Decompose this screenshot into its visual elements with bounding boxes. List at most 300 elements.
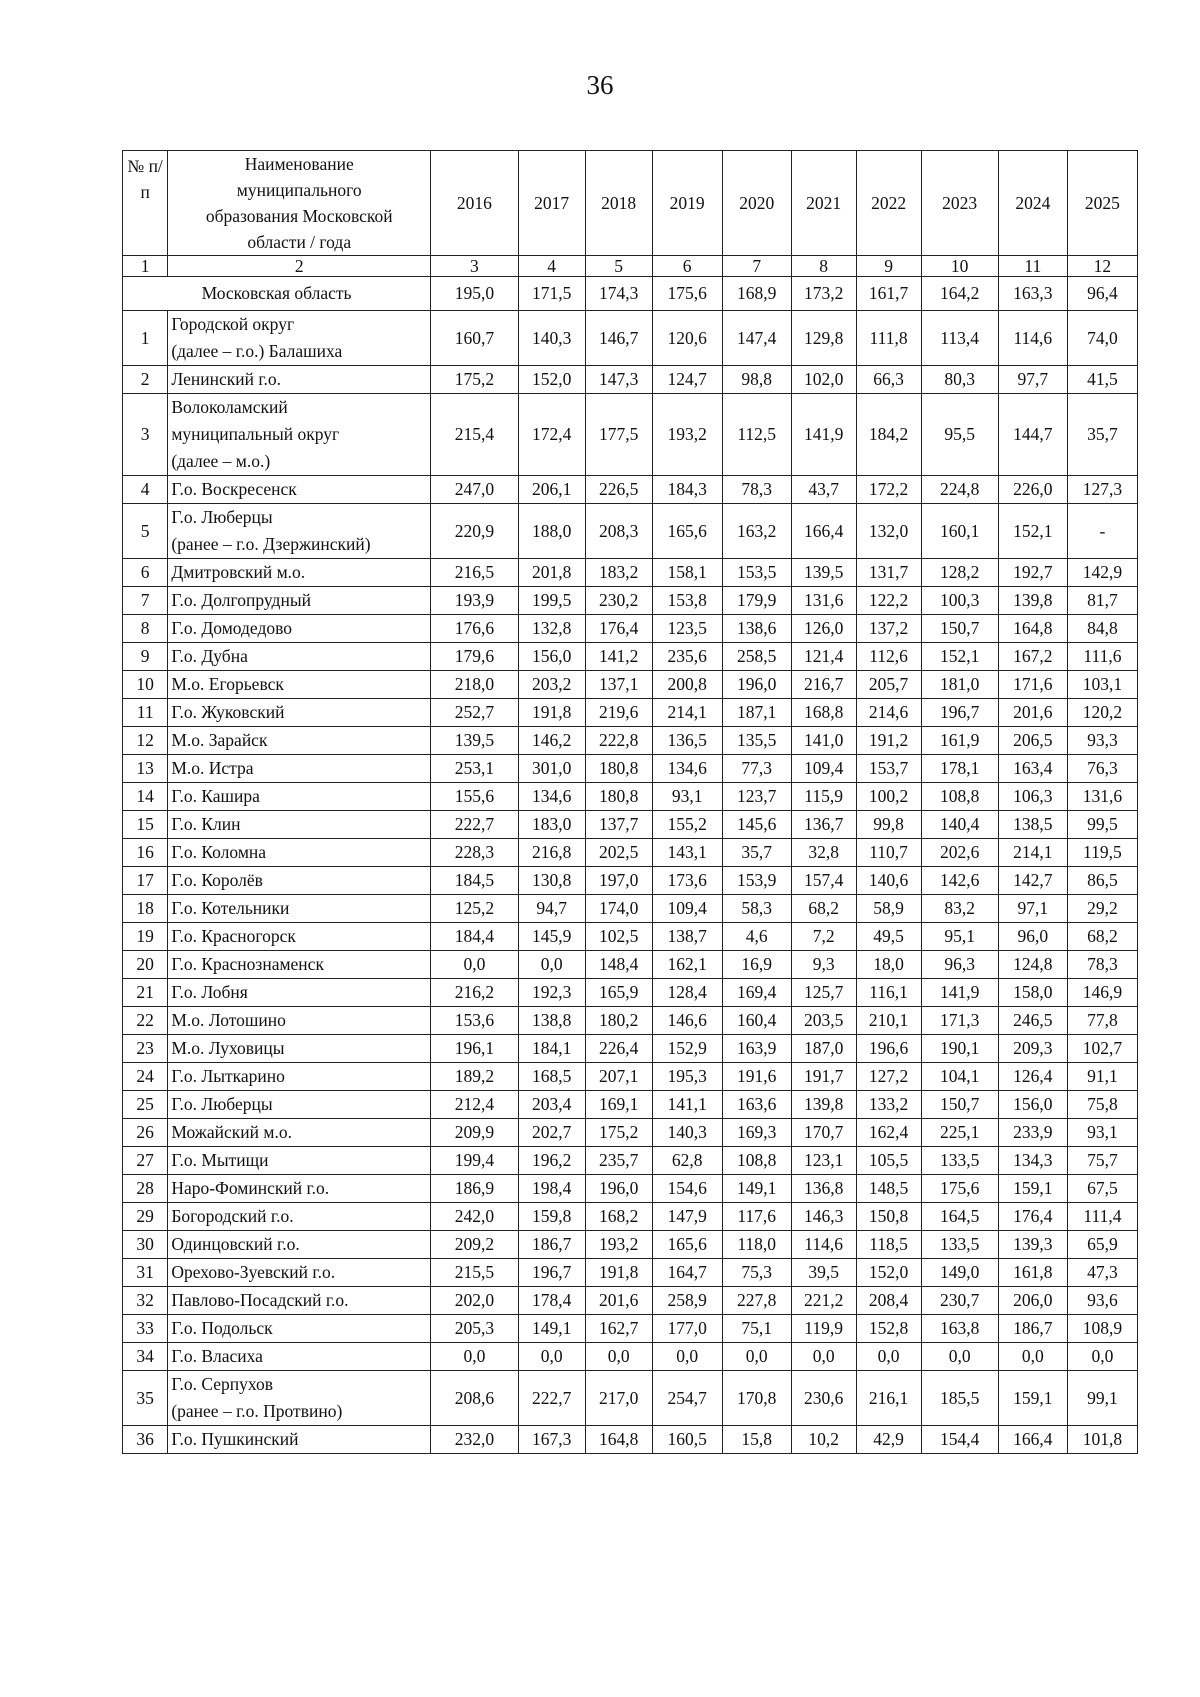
value-cell: 206,5: [998, 727, 1067, 755]
value-cell: 4,6: [722, 923, 791, 951]
value-cell: 155,2: [652, 811, 722, 839]
row-number: 10: [123, 671, 168, 699]
header-year: 2017: [518, 151, 585, 256]
value-cell: 105,5: [856, 1147, 921, 1175]
municipality-name: [168, 1203, 431, 1231]
municipality-name: [168, 366, 431, 394]
value-cell: 132,0: [856, 504, 921, 559]
value-cell: 202,7: [518, 1119, 585, 1147]
header-year: 2023: [921, 151, 998, 256]
page-number: 36: [586, 70, 614, 100]
value-cell: 186,7: [998, 1315, 1067, 1343]
value-cell: 115,9: [791, 783, 856, 811]
value-cell: 196,7: [921, 699, 998, 727]
value-cell: 68,2: [1067, 923, 1137, 951]
value-cell: 111,4: [1067, 1203, 1137, 1231]
municipality-name: [168, 895, 431, 923]
municipality-name-line: Г.о. Дубна: [171, 646, 248, 666]
value-cell: 102,0: [791, 366, 856, 394]
municipality-name-line: Г.о. Лобня: [171, 982, 248, 1002]
value-cell: 95,5: [921, 394, 998, 476]
row-number: 17: [123, 867, 168, 895]
value-cell: 301,0: [518, 755, 585, 783]
value-cell: 201,6: [585, 1287, 652, 1315]
row-number: 33: [123, 1315, 168, 1343]
value-cell: 75,8: [1067, 1091, 1137, 1119]
row-number: 2: [123, 366, 168, 394]
value-cell: 222,7: [431, 811, 519, 839]
value-cell: 149,1: [722, 1175, 791, 1203]
value-cell: 162,4: [856, 1119, 921, 1147]
value-cell: 119,9: [791, 1315, 856, 1343]
value-cell: 121,4: [791, 643, 856, 671]
value-cell: 163,2: [722, 504, 791, 559]
value-cell: 134,6: [652, 755, 722, 783]
value-cell: 258,9: [652, 1287, 722, 1315]
value-cell: 216,1: [856, 1371, 921, 1426]
value-cell: 160,5: [652, 1426, 722, 1454]
value-cell: 120,6: [652, 311, 722, 366]
value-cell: 35,7: [722, 839, 791, 867]
value-cell: 93,1: [652, 783, 722, 811]
value-cell: 186,9: [431, 1175, 519, 1203]
value-cell: 157,4: [791, 867, 856, 895]
table-row: [123, 755, 1138, 783]
value-cell: 174,0: [585, 895, 652, 923]
value-cell: 0,0: [431, 951, 519, 979]
value-cell: 203,5: [791, 1007, 856, 1035]
municipality-name-line: Г.о. Подольск: [171, 1318, 273, 1338]
value-cell: 133,5: [921, 1231, 998, 1259]
row-number: 21: [123, 979, 168, 1007]
value-cell: 65,9: [1067, 1231, 1137, 1259]
value-cell: 147,4: [722, 311, 791, 366]
value-cell: 96,0: [998, 923, 1067, 951]
value-cell: 99,5: [1067, 811, 1137, 839]
value-cell: 77,8: [1067, 1007, 1137, 1035]
value-cell: 180,2: [585, 1007, 652, 1035]
municipality-name: [168, 1007, 431, 1035]
municipality-name: [168, 615, 431, 643]
value-cell: 172,2: [856, 476, 921, 504]
value-cell: 216,2: [431, 979, 519, 1007]
value-cell: 190,1: [921, 1035, 998, 1063]
value-cell: 191,8: [585, 1259, 652, 1287]
value-cell: 39,5: [791, 1259, 856, 1287]
table-row: [123, 951, 1138, 979]
value-cell: 18,0: [856, 951, 921, 979]
value-cell: 209,3: [998, 1035, 1067, 1063]
value-cell: 160,1: [921, 504, 998, 559]
value-cell: 144,7: [998, 394, 1067, 476]
value-cell: 93,6: [1067, 1287, 1137, 1315]
municipality-name-line: Г.о. Жуковский: [171, 702, 285, 722]
row-number: 6: [123, 559, 168, 587]
value-cell: 184,3: [652, 476, 722, 504]
table-row: [123, 1063, 1138, 1091]
municipality-name-line: Г.о. Серпухов: [171, 1374, 273, 1394]
value-cell: 158,1: [652, 559, 722, 587]
row-number: 18: [123, 895, 168, 923]
table-row: [123, 1119, 1138, 1147]
value-cell: 226,4: [585, 1035, 652, 1063]
value-cell: 136,5: [652, 727, 722, 755]
value-cell: 98,8: [722, 366, 791, 394]
table-row: [123, 923, 1138, 951]
value-cell: 0,0: [585, 1343, 652, 1371]
region-value: 195,0: [431, 277, 519, 311]
value-cell: 103,1: [1067, 671, 1137, 699]
value-cell: 196,0: [722, 671, 791, 699]
value-cell: 258,5: [722, 643, 791, 671]
row-number: 12: [123, 727, 168, 755]
value-cell: 137,2: [856, 615, 921, 643]
value-cell: 108,8: [722, 1147, 791, 1175]
municipality-name-line: Г.о. Лыткарино: [171, 1066, 285, 1086]
value-cell: 155,6: [431, 783, 519, 811]
municipality-name: [168, 1091, 431, 1119]
header-year: 2025: [1067, 151, 1137, 256]
value-cell: 164,8: [585, 1426, 652, 1454]
value-cell: 163,6: [722, 1091, 791, 1119]
value-cell: 125,2: [431, 895, 519, 923]
value-cell: 203,4: [518, 1091, 585, 1119]
table-row: [123, 1203, 1138, 1231]
row-number: 14: [123, 783, 168, 811]
value-cell: 108,9: [1067, 1315, 1137, 1343]
value-cell: 206,0: [998, 1287, 1067, 1315]
municipality-name-line: Г.о. Домодедово: [171, 618, 293, 638]
table-row: [123, 1147, 1138, 1175]
value-cell: 127,3: [1067, 476, 1137, 504]
value-cell: 0,0: [722, 1343, 791, 1371]
value-cell: 102,5: [585, 923, 652, 951]
column-index: 3: [431, 256, 519, 277]
value-cell: 221,2: [791, 1287, 856, 1315]
table-row: [123, 867, 1138, 895]
value-cell: 141,9: [921, 979, 998, 1007]
value-cell: 159,1: [998, 1371, 1067, 1426]
table-row: [123, 394, 1138, 476]
municipality-name: [168, 867, 431, 895]
row-number: 11: [123, 699, 168, 727]
value-cell: 206,1: [518, 476, 585, 504]
value-cell: 165,9: [585, 979, 652, 1007]
municipality-name-line: Волоколамский: [171, 397, 288, 417]
column-index: 11: [998, 256, 1067, 277]
value-cell: 176,4: [585, 615, 652, 643]
value-cell: 225,1: [921, 1119, 998, 1147]
value-cell: 152,0: [518, 366, 585, 394]
value-cell: 188,0: [518, 504, 585, 559]
value-cell: 128,2: [921, 559, 998, 587]
table-row: [123, 1287, 1138, 1315]
municipality-name: [168, 699, 431, 727]
value-cell: 131,7: [856, 559, 921, 587]
row-number: 19: [123, 923, 168, 951]
value-cell: 123,1: [791, 1147, 856, 1175]
value-cell: 200,8: [652, 671, 722, 699]
municipality-name-line: Ленинский г.о.: [171, 369, 282, 389]
column-index: 10: [921, 256, 998, 277]
value-cell: 112,6: [856, 643, 921, 671]
municipality-name: [168, 643, 431, 671]
value-cell: 217,0: [585, 1371, 652, 1426]
value-cell: 140,3: [518, 311, 585, 366]
value-cell: 102,7: [1067, 1035, 1137, 1063]
value-cell: 176,6: [431, 615, 519, 643]
municipality-name: [168, 839, 431, 867]
value-cell: 119,5: [1067, 839, 1137, 867]
header-year: 2016: [431, 151, 519, 256]
value-cell: 173,6: [652, 867, 722, 895]
municipality-name-line: Г.о. Люберцы: [171, 1094, 273, 1114]
region-value: 96,4: [1067, 277, 1137, 311]
value-cell: 123,5: [652, 615, 722, 643]
value-cell: 164,7: [652, 1259, 722, 1287]
table-row: [123, 476, 1138, 504]
value-cell: 162,1: [652, 951, 722, 979]
value-cell: 205,7: [856, 671, 921, 699]
value-cell: 74,0: [1067, 311, 1137, 366]
value-cell: 150,7: [921, 1091, 998, 1119]
value-cell: 100,3: [921, 587, 998, 615]
municipality-name-line: Г.о. Королёв: [171, 870, 263, 890]
value-cell: 126,0: [791, 615, 856, 643]
value-cell: 97,1: [998, 895, 1067, 923]
value-cell: 230,7: [921, 1287, 998, 1315]
column-index: 1: [123, 256, 168, 277]
municipality-name: [168, 727, 431, 755]
value-cell: 140,6: [856, 867, 921, 895]
value-cell: 205,3: [431, 1315, 519, 1343]
value-cell: 84,8: [1067, 615, 1137, 643]
value-cell: 210,1: [856, 1007, 921, 1035]
municipality-name-line: Орехово-Зуевский г.о.: [171, 1262, 336, 1282]
municipality-name-line: Наро-Фоминский г.о.: [171, 1178, 330, 1198]
municipality-name-line: Дмитровский м.о.: [171, 562, 306, 582]
value-cell: 150,7: [921, 615, 998, 643]
value-cell: 142,9: [1067, 559, 1137, 587]
municipality-name-line: (ранее – г.о. Протвино): [171, 1401, 343, 1421]
value-cell: 138,5: [998, 811, 1067, 839]
value-cell: 35,7: [1067, 394, 1137, 476]
column-index-row: [123, 256, 1138, 277]
value-cell: 196,7: [518, 1259, 585, 1287]
municipality-name-line: муниципальный округ: [171, 424, 340, 444]
table-row: [123, 1371, 1138, 1426]
row-number: 32: [123, 1287, 168, 1315]
value-cell: 195,3: [652, 1063, 722, 1091]
value-cell: 145,6: [722, 811, 791, 839]
value-cell: 152,1: [998, 504, 1067, 559]
municipality-name-line: (далее – г.о.) Балашиха: [171, 341, 343, 361]
value-cell: 169,3: [722, 1119, 791, 1147]
municipality-name: [168, 671, 431, 699]
value-cell: 214,1: [652, 699, 722, 727]
value-cell: 202,6: [921, 839, 998, 867]
value-cell: 212,4: [431, 1091, 519, 1119]
value-cell: 93,1: [1067, 1119, 1137, 1147]
value-cell: 196,0: [585, 1175, 652, 1203]
value-cell: 113,4: [921, 311, 998, 366]
value-cell: 143,1: [652, 839, 722, 867]
table-row: [123, 1315, 1138, 1343]
municipality-name: [168, 1315, 431, 1343]
value-cell: 175,2: [431, 366, 519, 394]
value-cell: 75,7: [1067, 1147, 1137, 1175]
municipality-name-line: Г.о. Люберцы: [171, 507, 273, 527]
value-cell: 191,6: [722, 1063, 791, 1091]
table-row: [123, 615, 1138, 643]
municipality-name: [168, 1175, 431, 1203]
value-cell: 172,4: [518, 394, 585, 476]
value-cell: 42,9: [856, 1426, 921, 1454]
row-number: 35: [123, 1371, 168, 1426]
value-cell: 219,6: [585, 699, 652, 727]
value-cell: 158,0: [998, 979, 1067, 1007]
value-cell: 135,5: [722, 727, 791, 755]
value-cell: 122,2: [856, 587, 921, 615]
header-year: 2020: [722, 151, 791, 256]
value-cell: 175,6: [921, 1175, 998, 1203]
value-cell: 230,2: [585, 587, 652, 615]
value-cell: 189,2: [431, 1063, 519, 1091]
value-cell: 196,6: [856, 1035, 921, 1063]
value-cell: 179,6: [431, 643, 519, 671]
value-cell: 191,8: [518, 699, 585, 727]
value-cell: 177,0: [652, 1315, 722, 1343]
value-cell: 233,9: [998, 1119, 1067, 1147]
value-cell: 118,0: [722, 1231, 791, 1259]
value-cell: 216,7: [791, 671, 856, 699]
value-cell: 152,9: [652, 1035, 722, 1063]
value-cell: 167,2: [998, 643, 1067, 671]
value-cell: 78,3: [1067, 951, 1137, 979]
municipality-name-line: Г.о. Краснознаменск: [171, 954, 324, 974]
value-cell: 199,4: [431, 1147, 519, 1175]
value-cell: 193,9: [431, 587, 519, 615]
value-cell: 175,2: [585, 1119, 652, 1147]
value-cell: 75,1: [722, 1315, 791, 1343]
table-row: [123, 311, 1138, 366]
value-cell: 86,5: [1067, 867, 1137, 895]
row-number: 16: [123, 839, 168, 867]
value-cell: 208,6: [431, 1371, 519, 1426]
value-cell: 77,3: [722, 755, 791, 783]
municipality-name: [168, 504, 431, 559]
table-row: [123, 1035, 1138, 1063]
value-cell: 131,6: [791, 587, 856, 615]
region-value: 161,7: [856, 277, 921, 311]
value-cell: 246,5: [998, 1007, 1067, 1035]
municipality-name: [168, 755, 431, 783]
municipality-name-line: М.о. Лотошино: [171, 1010, 286, 1030]
table-row: [123, 1426, 1138, 1454]
value-cell: 163,9: [722, 1035, 791, 1063]
value-cell: 224,8: [921, 476, 998, 504]
value-cell: 159,1: [998, 1175, 1067, 1203]
value-cell: 29,2: [1067, 895, 1137, 923]
municipality-name: [168, 1231, 431, 1259]
value-cell: 192,7: [998, 559, 1067, 587]
value-cell: 160,4: [722, 1007, 791, 1035]
municipality-name-line: Г.о. Мытищи: [171, 1150, 269, 1170]
table-row: [123, 783, 1138, 811]
value-cell: 147,9: [652, 1203, 722, 1231]
column-index: 6: [652, 256, 722, 277]
municipality-name-line: Г.о. Клин: [171, 814, 241, 834]
value-cell: 208,4: [856, 1287, 921, 1315]
value-cell: 111,6: [1067, 643, 1137, 671]
municipality-name-line: М.о. Зарайск: [171, 730, 268, 750]
table-row: [123, 979, 1138, 1007]
row-number: 9: [123, 643, 168, 671]
value-cell: 215,4: [431, 394, 519, 476]
municipality-name-line: Г.о. Коломна: [171, 842, 267, 862]
municipality-name: [168, 783, 431, 811]
value-cell: 247,0: [431, 476, 519, 504]
value-cell: 187,1: [722, 699, 791, 727]
value-cell: 161,8: [998, 1259, 1067, 1287]
value-cell: 186,7: [518, 1231, 585, 1259]
table-row: [123, 1007, 1138, 1035]
value-cell: 67,5: [1067, 1175, 1137, 1203]
table-row: [123, 643, 1138, 671]
value-cell: 145,9: [518, 923, 585, 951]
header-year: 2018: [585, 151, 652, 256]
column-index: 7: [722, 256, 791, 277]
value-cell: 116,1: [856, 979, 921, 1007]
municipality-name: [168, 1119, 431, 1147]
municipality-name: [168, 587, 431, 615]
value-cell: 202,0: [431, 1287, 519, 1315]
municipality-name-line: Г.о. Воскресенск: [171, 479, 297, 499]
value-cell: 106,3: [998, 783, 1067, 811]
value-cell: 58,3: [722, 895, 791, 923]
value-cell: 146,3: [791, 1203, 856, 1231]
column-index: 8: [791, 256, 856, 277]
column-index: 12: [1067, 256, 1137, 277]
table-row: [123, 1091, 1138, 1119]
table-row: [123, 727, 1138, 755]
value-cell: 0,0: [518, 1343, 585, 1371]
row-number: 1: [123, 311, 168, 366]
value-cell: 198,4: [518, 1175, 585, 1203]
table-row: [123, 587, 1138, 615]
value-cell: 169,1: [585, 1091, 652, 1119]
row-number: 30: [123, 1231, 168, 1259]
row-number: 5: [123, 504, 168, 559]
table-row: [123, 559, 1138, 587]
value-cell: 226,0: [998, 476, 1067, 504]
header-row: [123, 151, 1138, 256]
value-cell: 154,4: [921, 1426, 998, 1454]
value-cell: 66,3: [856, 366, 921, 394]
value-cell: 104,1: [921, 1063, 998, 1091]
value-cell: 141,9: [791, 394, 856, 476]
value-cell: 101,8: [1067, 1426, 1137, 1454]
municipality-name-line: (далее – м.о.): [171, 451, 271, 471]
value-cell: 147,3: [585, 366, 652, 394]
municipality-name-line: М.о. Егорьевск: [171, 674, 284, 694]
value-cell: 114,6: [791, 1231, 856, 1259]
municipality-name-line: Г.о. Пушкинский: [171, 1429, 299, 1449]
value-cell: 112,5: [722, 394, 791, 476]
value-cell: 139,8: [998, 587, 1067, 615]
value-cell: 0,0: [518, 951, 585, 979]
region-value: 175,6: [652, 277, 722, 311]
